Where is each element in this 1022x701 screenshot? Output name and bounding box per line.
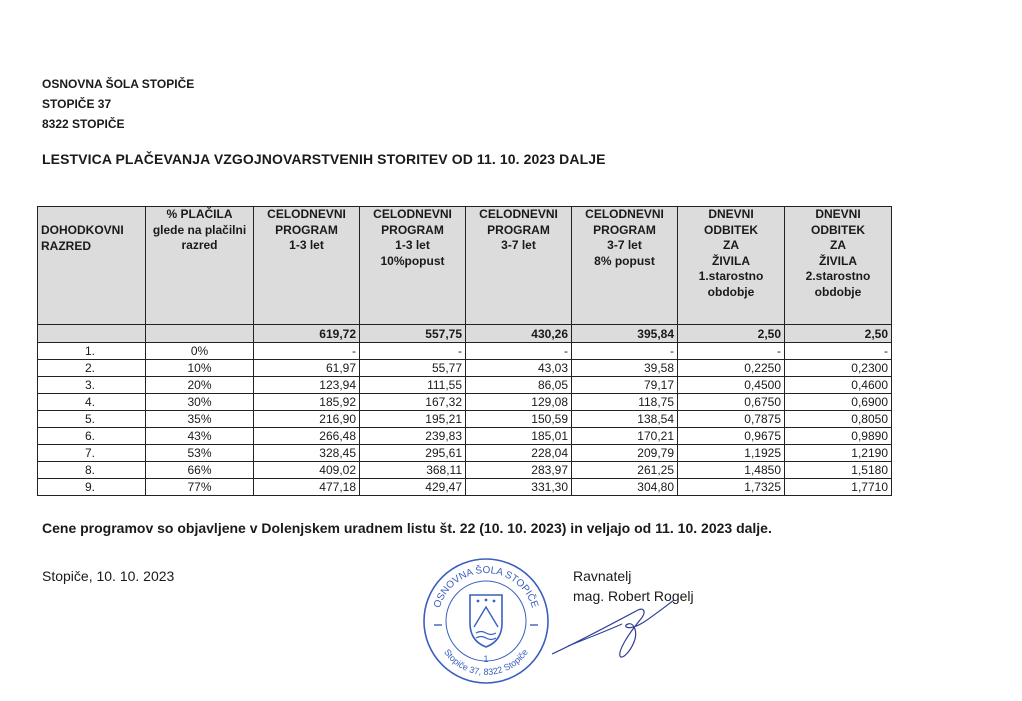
- table-cell: -: [785, 343, 892, 360]
- table-cell: 3.: [38, 377, 146, 394]
- table-cell: 216,90: [254, 411, 360, 428]
- table-cell: 43%: [146, 428, 254, 445]
- base-cell: 395,84: [572, 325, 678, 343]
- handwritten-signature: [548, 592, 678, 662]
- table-row: [38, 360, 892, 377]
- table-cell: 228,04: [466, 445, 572, 462]
- table-cell: 86,05: [466, 377, 572, 394]
- table-cell: 0%: [146, 343, 254, 360]
- table-cell: 0,4600: [785, 377, 892, 394]
- table-cell: 35%: [146, 411, 254, 428]
- stamp-top-text: OSNOVNA ŠOLA STOPIČE: [432, 564, 540, 610]
- school-postal: 8322 STOPIČE: [42, 117, 125, 131]
- header-program-3-7-discount: CELODNEVNI PROGRAM 3-7 let 8% popust: [572, 207, 678, 325]
- table-row: [38, 411, 892, 428]
- table-cell: 0,9890: [785, 428, 892, 445]
- table-cell: 39,58: [572, 360, 678, 377]
- table-cell: 1,7710: [785, 479, 892, 496]
- table-cell: 295,61: [360, 445, 466, 462]
- table-cell: 61,97: [254, 360, 360, 377]
- publication-note: Cene programov so objavljene v Dolenjskem uradnem listu št. 22 (10. 10. 2023) in veljajo od 11. 10. 2023 dalje.: [42, 520, 772, 536]
- table-cell: 283,97: [466, 462, 572, 479]
- table-cell: 77%: [146, 479, 254, 496]
- signatory-name: mag. Robert Rogelj: [573, 588, 694, 604]
- table-cell: 368,11: [360, 462, 466, 479]
- table-cell: -: [254, 343, 360, 360]
- school-name: OSNOVNA ŠOLA STOPIČE: [42, 77, 195, 91]
- table-row: [38, 445, 892, 462]
- table-cell: 185,92: [254, 394, 360, 411]
- table-cell: 20%: [146, 377, 254, 394]
- table-cell: 328,45: [254, 445, 360, 462]
- table-cell: 331,30: [466, 479, 572, 496]
- table-cell: 2.: [38, 360, 146, 377]
- table-row: [38, 428, 892, 445]
- table-body: [38, 325, 892, 496]
- table-cell: 167,32: [360, 394, 466, 411]
- table-cell: 79,17: [572, 377, 678, 394]
- header-program-1-3-discount: CELODNEVNI PROGRAM 1-3 let 10%popust: [360, 207, 466, 325]
- table-cell: 429,47: [360, 479, 466, 496]
- table-cell: 10%: [146, 360, 254, 377]
- table-cell: -: [678, 343, 785, 360]
- table-cell: 304,80: [572, 479, 678, 496]
- table-cell: 0,8050: [785, 411, 892, 428]
- table-cell: 150,59: [466, 411, 572, 428]
- table-cell: -: [360, 343, 466, 360]
- stamp-bottom-text: Stopiče 37, 8322 Stopiče: [442, 647, 530, 678]
- table-cell: -: [466, 343, 572, 360]
- table-cell: 185,01: [466, 428, 572, 445]
- table-cell: 118,75: [572, 394, 678, 411]
- table-cell: 195,21: [360, 411, 466, 428]
- table-cell: 261,25: [572, 462, 678, 479]
- school-address: STOPIČE 37: [42, 97, 112, 111]
- school-stamp: [420, 555, 552, 687]
- table-cell: 55,77: [360, 360, 466, 377]
- stamp-inner-ring: [446, 581, 526, 661]
- header-program-1-3: CELODNEVNI PROGRAM 1-3 let: [254, 207, 360, 325]
- base-cell: 619,72: [254, 325, 360, 343]
- table-row: [38, 394, 892, 411]
- table-cell: 170,21: [572, 428, 678, 445]
- table-cell: 266,48: [254, 428, 360, 445]
- table-cell: 1,2190: [785, 445, 892, 462]
- table-cell: 209,79: [572, 445, 678, 462]
- table-cell: 1,4850: [678, 462, 785, 479]
- table-cell: 239,83: [360, 428, 466, 445]
- base-cell: 557,75: [360, 325, 466, 343]
- document-title: LESTVICA PLAČEVANJA VZGOJNOVARSTVENIH STORITEV OD 11. 10. 2023 DALJE: [42, 151, 606, 167]
- base-cell: 2,50: [678, 325, 785, 343]
- stamp-number: 1: [483, 654, 489, 664]
- table-cell: 123,94: [254, 377, 360, 394]
- table-cell: 477,18: [254, 479, 360, 496]
- header-payment-percent: % PLAČILA glede na plačilni razred: [146, 207, 254, 325]
- table-cell: 53%: [146, 445, 254, 462]
- table-cell: 0,9675: [678, 428, 785, 445]
- coat-of-arms-icon: [470, 595, 502, 647]
- table-cell: 66%: [146, 462, 254, 479]
- table-row: [38, 462, 892, 479]
- table-cell: 8.: [38, 462, 146, 479]
- table-cell: 0,6900: [785, 394, 892, 411]
- stamp-outer-ring: [424, 559, 548, 683]
- table-cell: 409,02: [254, 462, 360, 479]
- table-cell: 9.: [38, 479, 146, 496]
- table-row: [38, 377, 892, 394]
- place-date: Stopiče, 10. 10. 2023: [42, 568, 175, 584]
- header-program-3-7: CELODNEVNI PROGRAM 3-7 let: [466, 207, 572, 325]
- table-cell: 7.: [38, 445, 146, 462]
- table-cell: 129,08: [466, 394, 572, 411]
- table-cell: -: [572, 343, 678, 360]
- table-cell: 4.: [38, 394, 146, 411]
- table-cell: 138,54: [572, 411, 678, 428]
- table-cell: 5.: [38, 411, 146, 428]
- table-cell: 1,5180: [785, 462, 892, 479]
- table-cell: 1,7325: [678, 479, 785, 496]
- table-cell: 6.: [38, 428, 146, 445]
- header-food-deduction-2: DNEVNI ODBITEK ZA ŽIVILA 2.starostno obdobje: [785, 207, 892, 325]
- table-cell: 0,7875: [678, 411, 785, 428]
- table-cell: 0,2300: [785, 360, 892, 377]
- table-header-row: [38, 207, 892, 325]
- base-cell: 430,26: [466, 325, 572, 343]
- table-cell: 0,6750: [678, 394, 785, 411]
- table-cell: 30%: [146, 394, 254, 411]
- table-cell: 1.: [38, 343, 146, 360]
- base-cell: 2,50: [785, 325, 892, 343]
- table-row: [38, 343, 892, 360]
- table-cell: 0,2250: [678, 360, 785, 377]
- table-cell: 1,1925: [678, 445, 785, 462]
- base-cell: [146, 325, 254, 343]
- signatory-role: Ravnatelj: [573, 568, 632, 584]
- table-row: [38, 479, 892, 496]
- base-cell: [38, 325, 146, 343]
- table-cell: 0,4500: [678, 377, 785, 394]
- price-table: [37, 206, 892, 496]
- header-income-class: DOHODKOVNI RAZRED: [38, 207, 146, 325]
- table-cell: 111,55: [360, 377, 466, 394]
- table-cell: 43,03: [466, 360, 572, 377]
- header-food-deduction-1: DNEVNI ODBITEK ZA ŽIVILA 1.starostno obdobje: [678, 207, 785, 325]
- base-price-row: [38, 325, 892, 343]
